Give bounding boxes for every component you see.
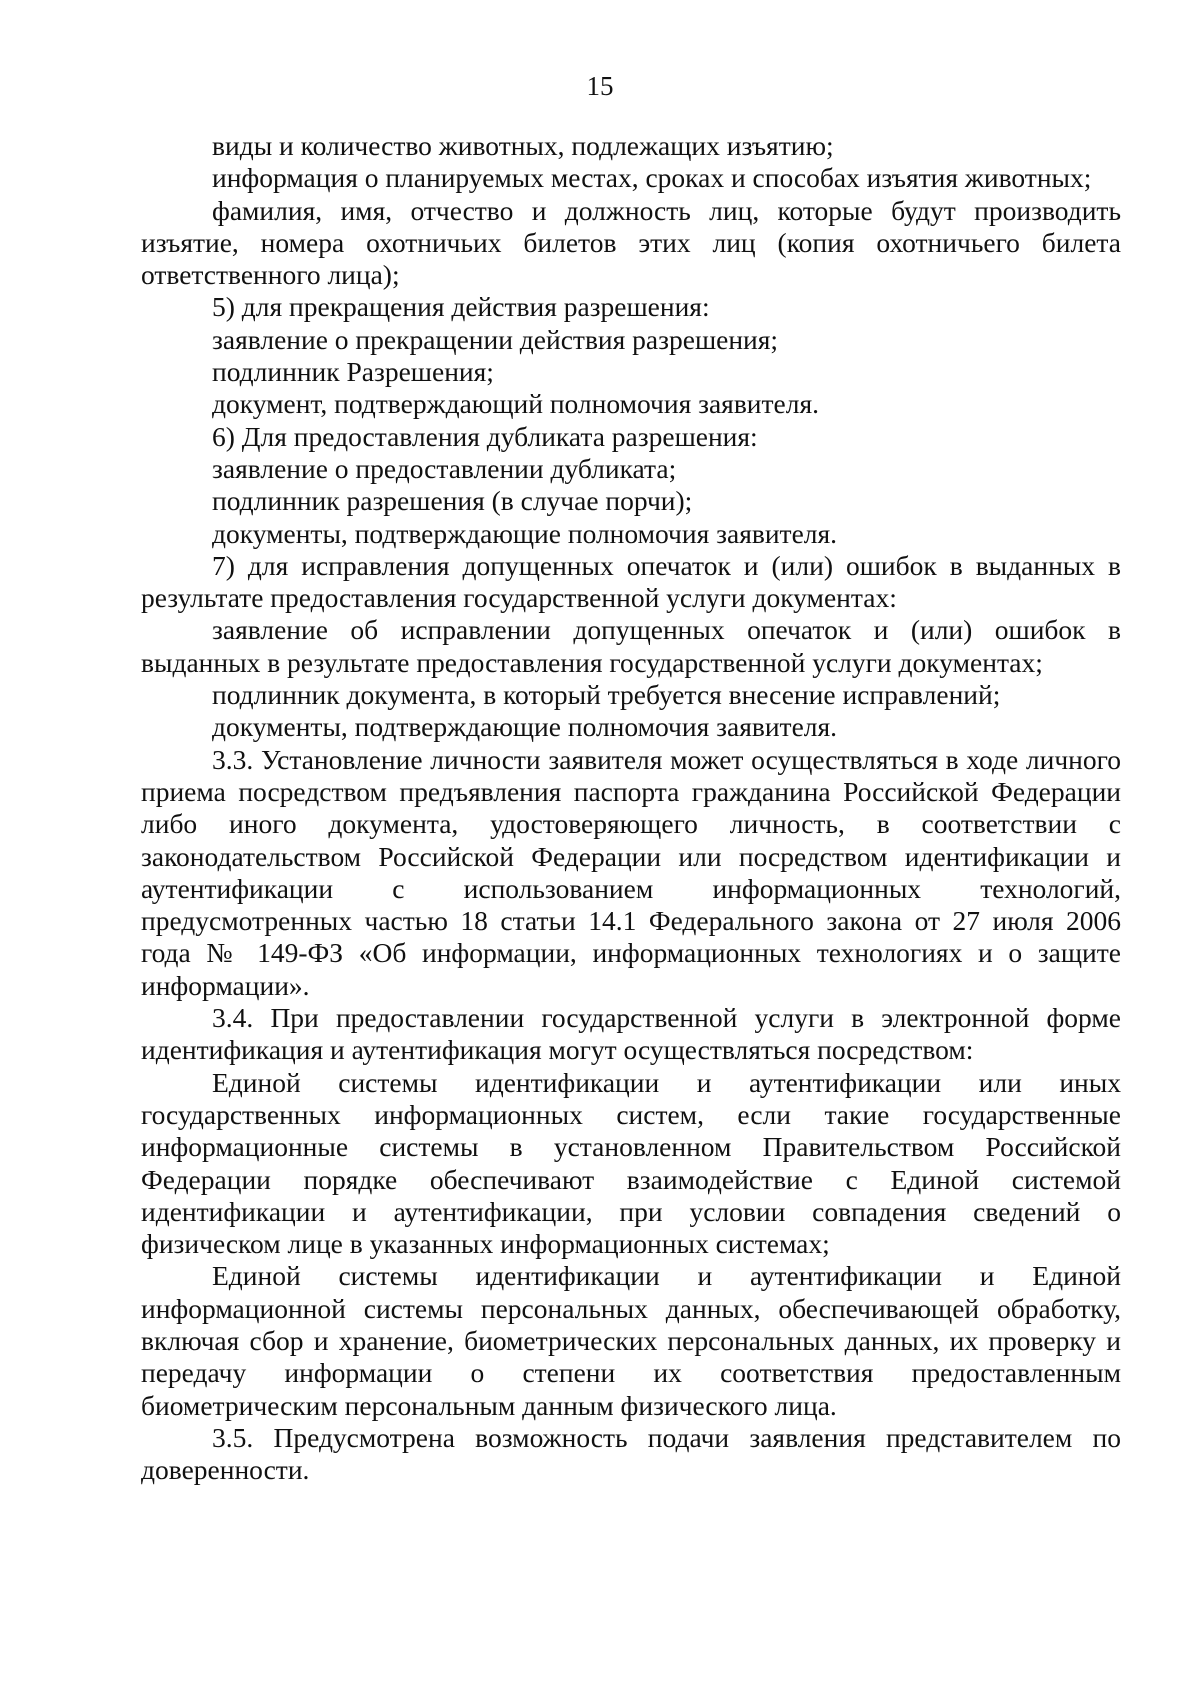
paragraph-authority-document: документ, подтверждающий полномочия заявителя. xyxy=(212,388,819,420)
paragraph-damaged-original: подлинник разрешения (в случае порчи); xyxy=(212,485,693,517)
paragraph-original-permit: подлинник Разрешения; xyxy=(212,356,494,388)
paragraph-section-3-4: 3.4. При предоставлении государственной услуги в электронной форме идентификация и аутентификация могут осуществляться посредством: xyxy=(141,1002,1121,1066)
paragraph-esia-gis: Единой системы идентификации и аутентификации или иных государственных информационных систем, если такие государственные информационные системы в установленном Правительством Российской Федерации порядке обеспечивают взаимодействие с Единой системой идентификации и аутентификации, при условии совпадения сведений о физическом лице в указанных информационных системах; xyxy=(141,1066,1121,1260)
paragraph-termination-application: заявление о прекращении действия разрешения; xyxy=(212,323,779,355)
paragraph-original-document: подлинник документа, в который требуется внесение исправлений; xyxy=(212,679,1001,711)
paragraph-section-3-3: 3.3. Установление личности заявителя может осуществляться в ходе личного приема посредством предъявления паспорта гражданина Российской Федерации либо иного документа, удостоверяющего личность, в соответствии с законодательством Российской Федерации или посредством идентификации и аутентификации с использованием информационных технологий, предусмотренных частью 18 статьи 14.1 Федерального закона от 27 июля 2006 года № 149-ФЗ «Об информации, информационных технологиях и о защите информации». xyxy=(141,743,1121,1001)
paragraph-persons-info: фамилия, имя, отчество и должность лиц, которые будут производить изъятие, номера охотничьих билетов этих лиц (копия охотничьего билета ответственного лица); xyxy=(141,194,1121,291)
paragraph-duplicate-application: заявление о предоставлении дубликата; xyxy=(212,452,677,484)
paragraph-removal-info: информация о планируемых местах, сроках и способах изъятия животных; xyxy=(212,162,1092,194)
paragraph-esia-biometric: Единой системы идентификации и аутентификации и Единой информационной системы персональных данных, обеспечивающей обработку, включая сбор и хранение, биометрических персональных данных, их проверку и передачу информации о степени их соответствия предоставленным биометрическим персональным данным физического лица. xyxy=(141,1260,1121,1421)
paragraph-authority-documents-2: документы, подтверждающие полномочия заявителя. xyxy=(212,711,838,743)
paragraph-item-6: 6) Для предоставления дубликата разрешения: xyxy=(212,420,758,452)
document-body xyxy=(141,130,1121,1486)
paragraph-authority-documents-1: документы, подтверждающие полномочия заявителя. xyxy=(212,517,838,549)
paragraph-correction-application: заявление об исправлении допущенных опечаток и (или) ошибок в выданных в результате предоставления государственной услуги документах; xyxy=(141,614,1121,678)
paragraph-item-7: 7) для исправления допущенных опечаток и (или) ошибок в выданных в результате предоставления государственной услуги документах: xyxy=(141,549,1121,614)
paragraph-item-5: 5) для прекращения действия разрешения: xyxy=(212,291,710,323)
paragraph-animal-types: виды и количество животных, подлежащих изъятию; xyxy=(212,130,834,161)
paragraph-section-3-5: 3.5. Предусмотрена возможность подачи заявления представителем по доверенности. xyxy=(141,1421,1121,1486)
page-number: 15 xyxy=(586,71,614,101)
